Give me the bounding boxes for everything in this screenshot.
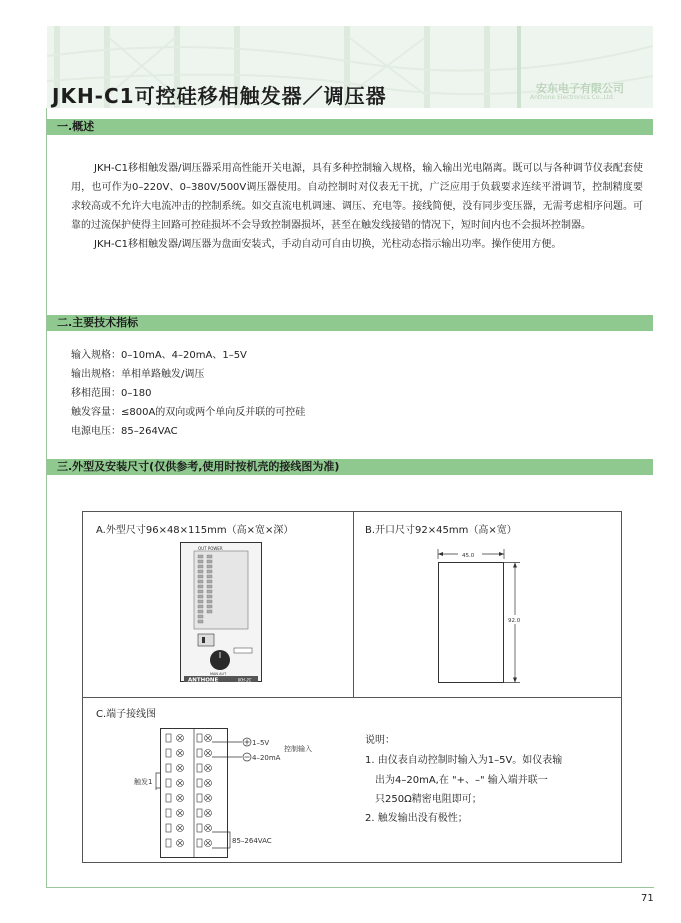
- spec-item: 输入规格：0–10mA、4–20mA、1–5V: [71, 350, 247, 361]
- spec-item: 输出规格：单相单路触发/调压: [71, 369, 205, 380]
- section-heading-specs: 二.主要技术指标: [47, 315, 653, 331]
- device-front-diagram: [180, 542, 262, 682]
- overview-paragraph: JKH-C1移相触发器/调压器采用高性能开关电源，具有多种控制输入规格，输入输出光电隔离。既可以与各种调节仪表配套使用，也可作为0–220V、0–380V/500V调压器使用。自动控制时对仪表无干扰，广泛应用于负载要求连续平滑调节，控制精度要求较高或不允许大电流冲击的控制系统。如交直流电机调速、调压、充电等。接线简便，没有同步变压器，无需考虑相序问题。可靠的过流保护使得主回路可控硅损坏不会导致控制器损坏，甚至在触发线接错的情况下，短时间内也不会损坏控制器。: [71, 163, 643, 231]
- trigger-label: 触发1: [134, 778, 153, 786]
- figure-c-label: C.端子接线图: [96, 709, 157, 720]
- indicator-labels: OUT POWER: [198, 546, 223, 551]
- spec-item: 电源电压：85–264VAC: [71, 426, 178, 437]
- figure-a-label: A.外型尺寸96×48×115mm（高×宽×深）: [96, 525, 294, 536]
- company-name-en: Anthone Electronics Co.,Ltd.: [530, 94, 615, 101]
- section-heading-overview: 一.概述: [47, 119, 653, 135]
- plus-input-label: 1–5V: [252, 739, 270, 747]
- company-name-cn: 安东电子有限公司: [536, 82, 624, 95]
- height-dimension: 92.0: [508, 618, 521, 624]
- bottom-rule: [46, 887, 654, 888]
- figure-b-label: B.开口尺寸92×45mm（高×宽）: [365, 525, 517, 536]
- label-slot: [234, 648, 252, 653]
- left-rule: [46, 108, 47, 888]
- page-number: 71: [641, 893, 654, 904]
- section-heading-dimensions: 三.外型及安装尺寸(仅供参考,使用时按机壳的接线图为准): [47, 459, 653, 475]
- overview-paragraph: JKH-C1移相触发器/调压器为盘面安装式，手动自动可自由切换，光柱动态指示输出功率。操作使用方便。: [94, 239, 562, 250]
- overview-text: [71, 159, 643, 254]
- note-line: 只250Ω精密电阻即可；: [375, 794, 482, 805]
- page-title: JKH-C1可控硅移相触发器／调压器: [52, 84, 387, 108]
- brand-label: ANTHONE: [188, 677, 219, 682]
- minus-input-label: 4–20mA: [252, 754, 281, 762]
- mode-switch[interactable]: [198, 634, 214, 646]
- knob-labels: MAN AUT: [210, 672, 227, 676]
- cutout-rect: [439, 563, 504, 683]
- spec-item: 触发容量：≤800A的双向或两个单向反并联的可控硅: [71, 407, 306, 418]
- note-line: 2. 触发输出没有极性；: [365, 813, 468, 824]
- cutout-diagram: [430, 545, 530, 690]
- figure-divider-horizontal: [82, 697, 622, 698]
- figure-divider-vertical: [353, 511, 354, 697]
- control-input-label: 控制输入: [284, 745, 312, 753]
- spec-item: 移相范围：0–180: [71, 388, 152, 399]
- terminal-wiring-diagram: [130, 728, 330, 862]
- model-label: JKH-2C: [238, 677, 252, 682]
- width-dimension: 45.0: [462, 553, 475, 559]
- note-line: 1. 由仪表自动控制时输入为1–5V。如仪表输: [365, 755, 563, 766]
- notes-title: 说明：: [365, 735, 395, 746]
- note-line: 出为4–20mA,在 "+、–" 输入端并联一: [375, 775, 548, 786]
- power-label: 85–264VAC: [232, 837, 272, 845]
